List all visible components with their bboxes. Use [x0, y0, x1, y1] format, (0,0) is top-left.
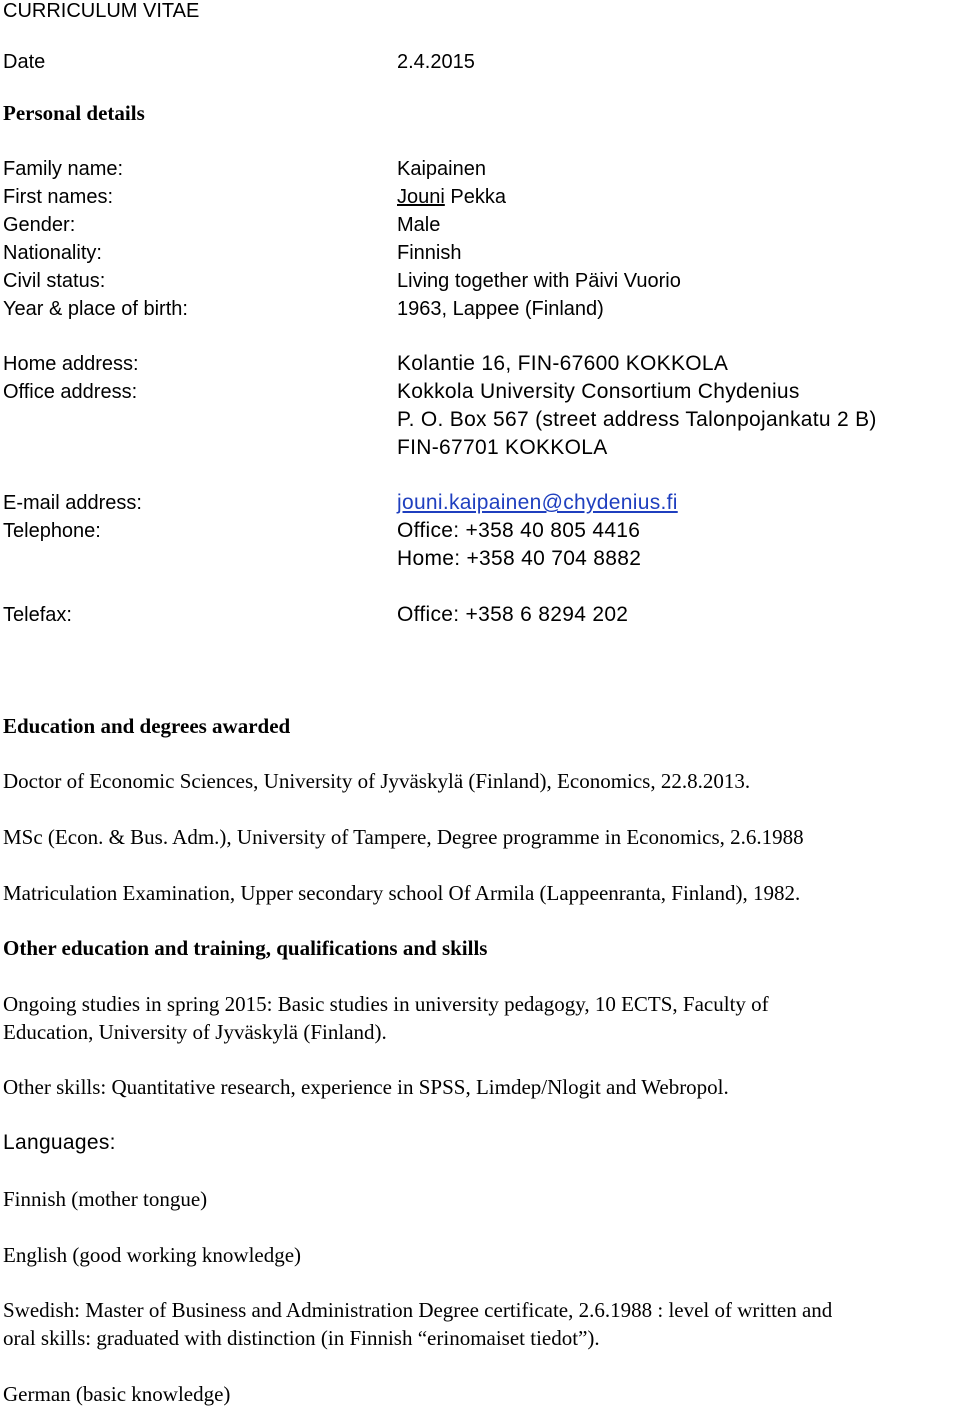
date-label: Date — [3, 51, 46, 73]
language-finnish: Finnish (mother tongue) — [3, 1187, 208, 1211]
office-address-label: Office address: — [3, 381, 138, 403]
language-swedish-line-2: oral skills: graduated with distinction (in Finnish “erinomaiset tiedot”). — [3, 1326, 600, 1350]
education-item-matriculation: Matriculation Examination, Upper secondary school Of Armila (Lappeenranta, Finland), 1982. — [3, 881, 801, 905]
first-name-rest: Pekka — [444, 186, 506, 208]
cv-title: CURRICULUM VITAE — [3, 0, 200, 22]
first-names-value — [397, 183, 506, 211]
personal-details-heading: Personal details — [3, 101, 145, 125]
education-item-msc: MSc (Econ. & Bus. Adm.), University of Tampere, Degree programme in Economics, 2.6.1988 — [3, 825, 804, 849]
email-label: E-mail address: — [3, 492, 142, 514]
family-name-value: Kaipainen — [397, 158, 486, 180]
gender-value: Male — [397, 214, 441, 236]
first-names-label: First names: — [3, 186, 114, 208]
birth-label: Year & place of birth: — [3, 298, 188, 320]
nationality-value: Finnish — [397, 242, 462, 264]
language-english: English (good working knowledge) — [3, 1243, 302, 1267]
nationality-label: Nationality: — [3, 242, 102, 264]
civil-status-label: Civil status: — [3, 270, 106, 292]
office-address-line-3: FIN-67701 KOKKOLA — [397, 436, 608, 459]
language-german: German (basic knowledge) — [3, 1382, 231, 1406]
ongoing-studies-line-1: Ongoing studies in spring 2015: Basic studies in university pedagogy, 10 ECTS, Faculty of — [3, 992, 769, 1016]
home-address-value: Kolantie 16, FIN-67600 KOKKOLA — [397, 352, 729, 375]
civil-status-value: Living together with Päivi Vuorio — [397, 270, 681, 292]
other-skills: Other skills: Quantitative research, experience in SPSS, Limdep/Nlogit and Webropol. — [3, 1075, 729, 1099]
education-heading: Education and degrees awarded — [3, 714, 291, 738]
office-address-line-1: Kokkola University Consortium Chydenius — [397, 380, 800, 403]
first-name-underlined: Jouni — [397, 186, 445, 208]
gender-label: Gender: — [3, 214, 76, 236]
email-link[interactable]: jouni.kaipainen@chydenius.fi — [397, 491, 678, 514]
birth-value: 1963, Lappee (Finland) — [397, 298, 604, 320]
family-name-label: Family name: — [3, 158, 124, 180]
date-value: 2.4.2015 — [397, 51, 475, 73]
telefax-value: Office: +358 6 8294 202 — [397, 603, 629, 626]
languages-label: Languages: — [3, 1131, 116, 1154]
telephone-office: Office: +358 40 805 4416 — [397, 519, 641, 542]
education-item-doctorate: Doctor of Economic Sciences, University of Jyväskylä (Finland), Economics, 22.8.2013. — [3, 769, 751, 793]
language-swedish-line-1: Swedish: Master of Business and Administration Degree certificate, 2.6.1988 : level of written and — [3, 1298, 833, 1322]
other-education-heading: Other education and training, qualifications and skills — [3, 936, 488, 960]
office-address-line-2: P. O. Box 567 (street address Talonpojankatu 2 B) — [397, 408, 877, 431]
telefax-label: Telefax: — [3, 604, 72, 626]
ongoing-studies-line-2: Education, University of Jyväskylä (Finland). — [3, 1020, 387, 1044]
telephone-home: Home: +358 40 704 8882 — [397, 547, 642, 570]
home-address-label: Home address: — [3, 353, 139, 375]
telephone-label: Telephone: — [3, 520, 101, 542]
